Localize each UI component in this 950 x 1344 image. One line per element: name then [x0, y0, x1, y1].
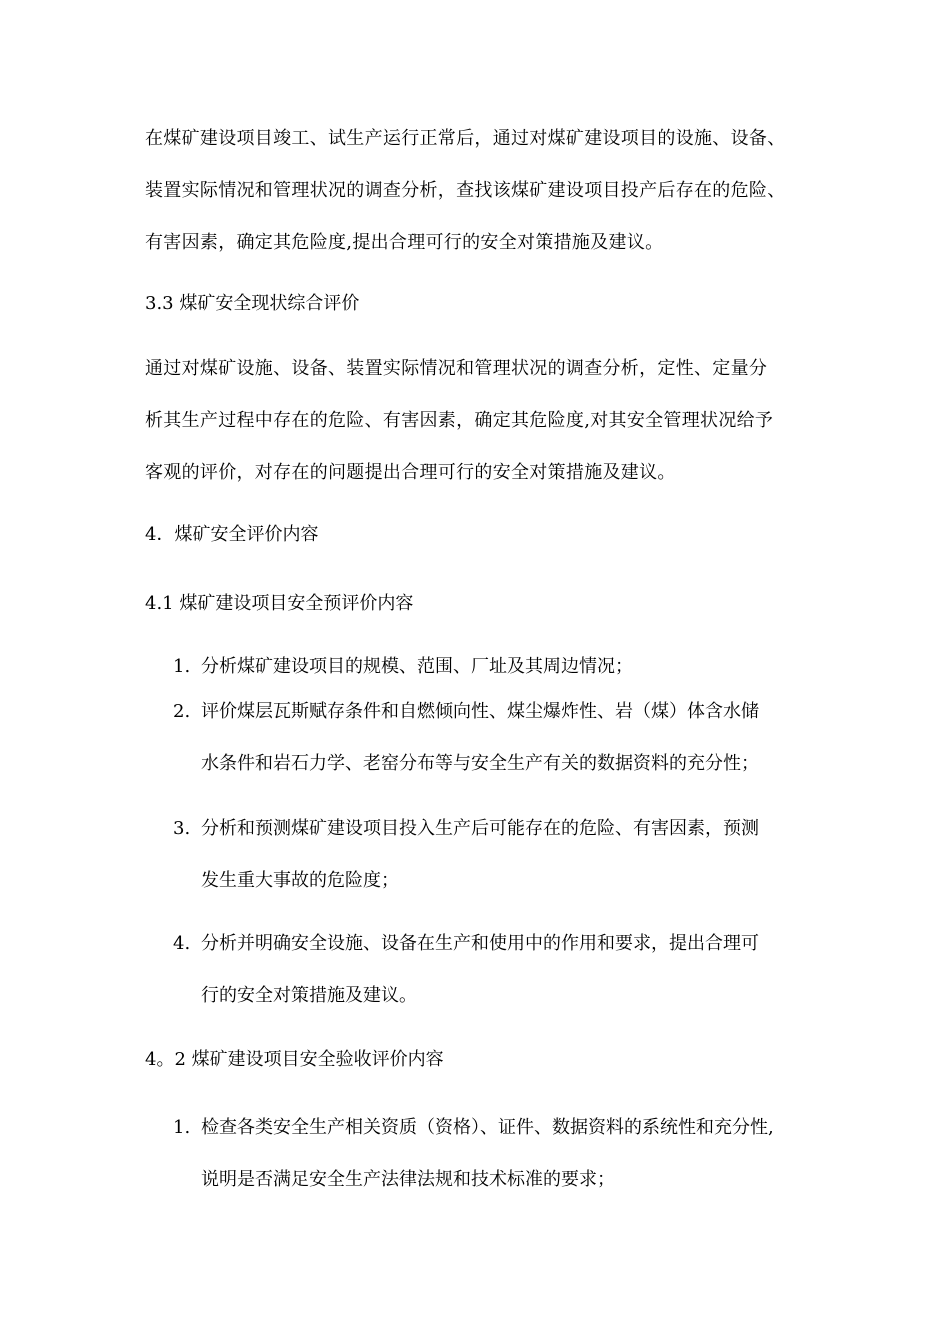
intro-line: 在煤矿建设项目竣工、试生产运行正常后，通过对煤矿建设项目的设施、设备、 [145, 128, 786, 149]
list-item-text: 分析并明确安全设施、设备在生产和使用中的作用和要求，提出合理可 [201, 933, 759, 954]
section-4-1-heading: 4.1 煤矿建设项目安全预评价内容 [145, 593, 414, 614]
paragraph-line: 客观的评价，对存在的问题提出合理可行的安全对策措施及建议。 [145, 462, 676, 483]
list-item-text: 说明是否满足安全生产法律法规和技术标准的要求； [201, 1169, 615, 1190]
list-item-text: 行的安全对策措施及建议。 [201, 985, 417, 1006]
section-3-3-paragraph [145, 343, 825, 499]
list-item-text: 分析煤矿建设项目的规模、范围、厂址及其周边情况； [201, 656, 633, 677]
intro-paragraph [145, 113, 825, 269]
list-item-text: 发生重大事故的危险度； [201, 870, 399, 891]
section-3-3-heading: 3.3 煤矿安全现状综合评价 [145, 293, 360, 314]
list-item-number: 3. [173, 818, 191, 839]
list-item-number: 4. [173, 933, 191, 954]
intro-line: 装置实际情况和管理状况的调查分析，查找该煤矿建设项目投产后存在的危险、 [145, 180, 786, 201]
intro-line: 有害因素，确定其危险度,提出合理可行的安全对策措施及建议。 [145, 232, 664, 253]
list-item-number: 2. [173, 701, 191, 722]
section-4-2-heading: 4。2 煤矿建设项目安全验收评价内容 [145, 1049, 444, 1070]
list-item-text: 评价煤层瓦斯赋存条件和自燃倾向性、煤尘爆炸性、岩（煤）体含水储 [201, 701, 759, 722]
section-4-heading: 4．煤矿安全评价内容 [145, 524, 319, 545]
list-item-text: 检查各类安全生产相关资质（资格）、证件、数据资料的系统性和充分性, [201, 1117, 774, 1138]
list-item-number: 1. [173, 656, 191, 677]
list-item-number: 1. [173, 1117, 191, 1138]
paragraph-line: 通过对煤矿设施、设备、装置实际情况和管理状况的调查分析，定性、定量分 [145, 358, 768, 379]
paragraph-line: 析其生产过程中存在的危险、有害因素，确定其危险度,对其安全管理状况给予 [145, 410, 774, 431]
list-item-text: 分析和预测煤矿建设项目投入生产后可能存在的危险、有害因素，预测 [201, 818, 759, 839]
list-item-text: 水条件和岩石力学、老窑分布等与安全生产有关的数据资料的充分性； [201, 753, 759, 774]
